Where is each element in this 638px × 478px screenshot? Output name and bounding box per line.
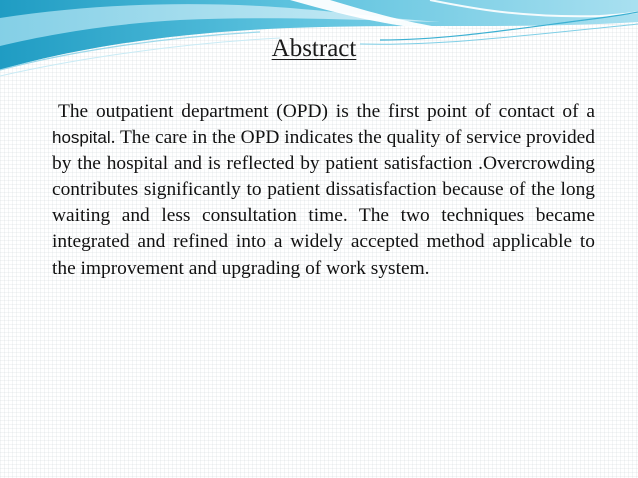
slide-title xyxy=(0,33,628,65)
abstract-paragraph xyxy=(52,99,595,282)
abstract-text-part-1: The outpatient department (OPD) is the first point of contact of a xyxy=(58,101,595,122)
abstract-text-hospital: hospital xyxy=(52,128,111,148)
abstract-text-part-3: . The care in the OPD indicates the quality of service provided by the hospital and is reflected by patient satisfaction .Overcrowding contributes significantly to patient dissatisfaction because of the long waiting and less consultation time. The two techniques became integrated and refined into a widely accepted method applicable to the improvement and upgrading of work system. xyxy=(52,127,595,279)
slide-title-text: Abstract xyxy=(271,35,357,62)
